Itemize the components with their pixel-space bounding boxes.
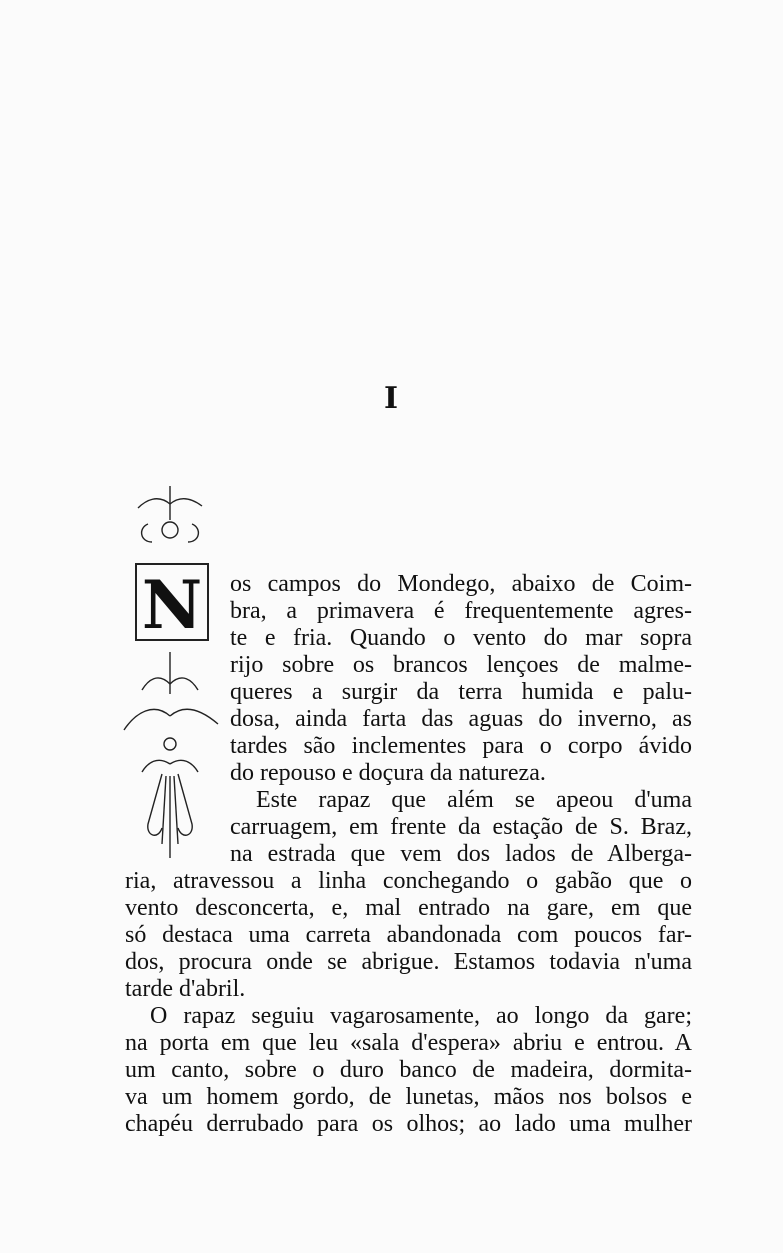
text-line: Este rapaz que além se apeou d'uma	[256, 787, 692, 813]
text-line: te e fria. Quando o vento do mar sopra	[230, 625, 692, 651]
text-line: na estrada que vem dos lados de Alberga-	[230, 841, 692, 867]
drop-cap-letter: N	[141, 566, 203, 644]
text-line: do repouso e doçura da natureza.	[230, 760, 546, 786]
text-line: tardes são inclementes para o corpo ávido	[230, 733, 692, 759]
text-line: vento desconcerta, e, mal entrado na gare, em que	[125, 895, 692, 921]
text-line: carruagem, em frente da estação de S. Braz,	[230, 814, 692, 840]
text-line: na porta em que leu «sala d'espera» abriu e entrou. A	[125, 1030, 692, 1056]
text-line: queres a surgir da terra humida e palu-	[230, 679, 692, 705]
text-line: va um homem gordo, de lunetas, mãos nos bolsos e	[125, 1084, 692, 1110]
text-line: O rapaz seguiu vagarosamente, ao longo da gare;	[150, 1003, 692, 1029]
text-line: rijo sobre os brancos lençoes de malme-	[230, 652, 692, 678]
text-line: os campos do Mondego, abaixo de Coim-	[230, 571, 692, 597]
text-line: dosa, ainda farta das aguas do inverno, as	[230, 706, 692, 732]
drop-cap-ornament	[118, 484, 228, 864]
text-line: ria, atravessou a linha conchegando o gabão que o	[125, 868, 692, 894]
text-line: dos, procura onde se abrigue. Estamos todavia n'uma	[125, 949, 692, 975]
text-line: tarde d'abril.	[125, 976, 246, 1002]
text-line: chapéu derrubado para os olhos; ao lado uma mulher	[125, 1111, 692, 1137]
text-line: bra, a primavera é frequentemente agres-	[230, 598, 692, 624]
text-line: só destaca uma carreta abandonada com poucos far-	[125, 922, 692, 948]
chapter-numeral: I	[383, 381, 399, 416]
text-line: um canto, sobre o duro banco de madeira, dormita-	[125, 1057, 692, 1083]
